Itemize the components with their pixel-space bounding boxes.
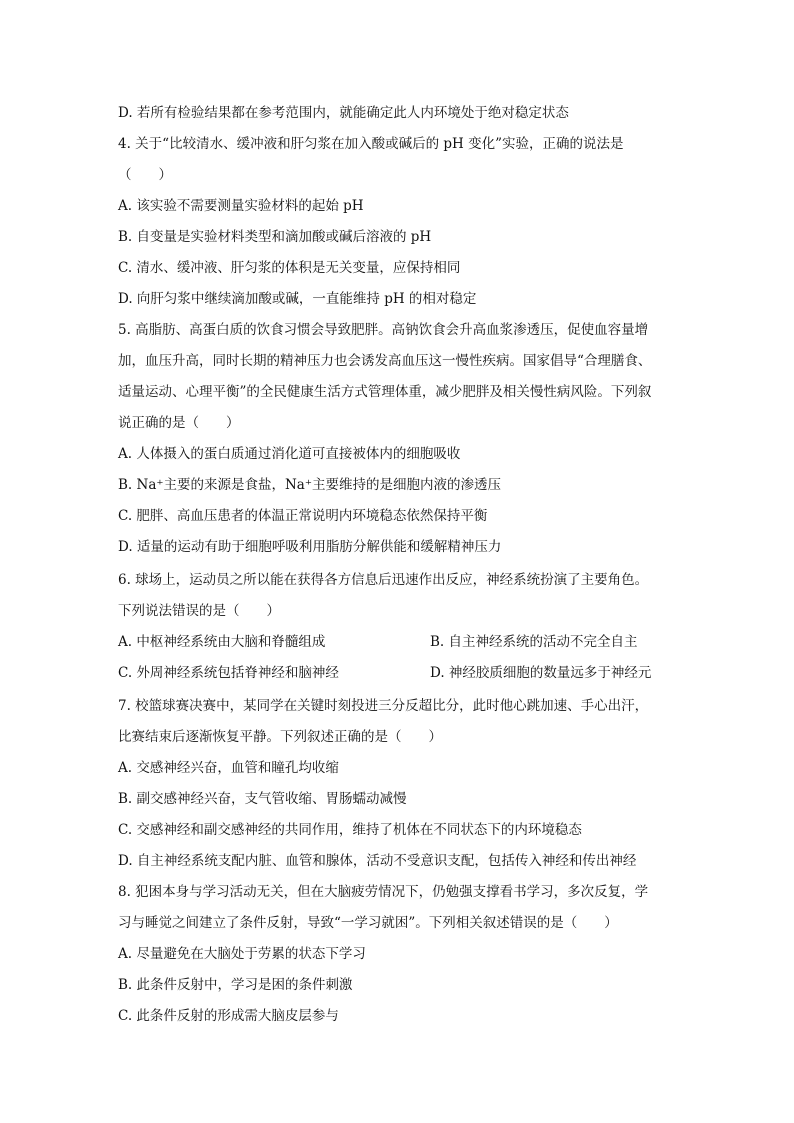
q5-stem-line4: 说正确的是（ ） bbox=[118, 415, 240, 431]
q4-option-c: C. 清水、缓冲液、肝匀浆的体积是无关变量，应保持相同 bbox=[118, 260, 461, 276]
q7-option-b: B. 副交感神经兴奋，支气管收缩、胃肠蠕动减慢 bbox=[118, 791, 407, 807]
q7-option-a: A. 交感神经兴奋，血管和瞳孔均收缩 bbox=[118, 760, 339, 776]
q5-stem-line2: 加，血压升高，同时长期的精神压力也会诱发高血压这一慢性疾病。国家倡导“合理膳食、 bbox=[118, 353, 652, 369]
q5-option-a: A. 人体摄入的蛋白质通过消化道可直接被体内的细胞吸收 bbox=[118, 446, 461, 462]
q7-stem-line1: 7. 校篮球赛决赛中，某同学在关键时刻投进三分反超比分，此时他心跳加速、手心出汗， bbox=[118, 698, 649, 714]
q4-answer-bracket: （ ） bbox=[118, 167, 172, 183]
q8-option-a: A. 尽量避免在大脑处于劳累的状态下学习 bbox=[118, 946, 366, 962]
q3-option-d: D. 若所有检验结果都在参考范围内，就能确定此人内环境处于绝对稳定状态 bbox=[118, 105, 569, 121]
q6-option-d: D. 神经胶质细胞的数量远多于神经元 bbox=[430, 665, 652, 681]
q6-stem-line2: 下列说法错误的是（ ） bbox=[118, 603, 280, 619]
q6-option-a: A. 中枢神经系统由大脑和脊髓组成 bbox=[118, 634, 326, 650]
q5-option-b: B. Na⁺主要的来源是食盐，Na⁺主要维持的是细胞内液的渗透压 bbox=[118, 477, 501, 493]
q8-stem-line1: 8. 犯困本身与学习活动无关，但在大脑疲劳情况下，仍勉强支撑看书学习，多次反复，学 bbox=[118, 884, 649, 900]
q4-option-a: A. 该实验不需要测量实验材料的起始 pH bbox=[118, 198, 364, 214]
q8-stem-line2: 习与睡觉之间建立了条件反射，导致“一学习就困”。下列相关叙述错误的是（ ） bbox=[118, 915, 618, 931]
q7-option-d: D. 自主神经系统支配内脏、血管和腺体，活动不受意识支配，包括传入神经和传出神经 bbox=[118, 853, 637, 869]
q4-option-b: B. 自变量是实验材料类型和滴加酸或碱后溶液的 pH bbox=[118, 229, 432, 245]
q5-stem-line1: 5. 高脂肪、高蛋白质的饮食习惯会导致肥胖。高钠饮食会升高血浆渗透压，促使血容量增 bbox=[118, 322, 649, 338]
q5-stem-line3: 适量运动、心理平衡”的全民健康生活方式管理体重，减少肥胖及相关慢性病风险。下列叙 bbox=[118, 384, 652, 400]
q6-stem-line1: 6. 球场上，运动员之所以能在获得各方信息后迅速作出反应，神经系统扮演了主要角色。 bbox=[118, 572, 649, 588]
q7-stem-line2: 比赛结束后逐渐恢复平静。下列叙述正确的是（ ） bbox=[118, 729, 442, 745]
q6-option-b: B. 自主神经系统的活动不完全自主 bbox=[430, 634, 638, 650]
q4-option-d: D. 向肝匀浆中继续滴加酸或碱，一直能维持 pH 的相对稳定 bbox=[118, 291, 477, 307]
q5-option-c: C. 肥胖、高血压患者的体温正常说明内环境稳态依然保持平衡 bbox=[118, 508, 488, 524]
q6-option-c: C. 外周神经系统包括脊神经和脑神经 bbox=[118, 665, 339, 681]
q4-stem: 4. 关于“比较清水、缓冲液和肝匀浆在加入酸或碱后的 pH 变化”实验，正确的说法是 bbox=[118, 136, 624, 152]
q7-option-c: C. 交感神经和副交感神经的共同作用，维持了机体在不同状态下的内环境稳态 bbox=[118, 822, 582, 838]
q8-option-c: C. 此条件反射的形成需大脑皮层参与 bbox=[118, 1008, 339, 1024]
q8-option-b: B. 此条件反射中，学习是困的条件刺激 bbox=[118, 977, 353, 993]
q5-option-d: D. 适量的运动有助于细胞呼吸利用脂肪分解供能和缓解精神压力 bbox=[118, 539, 502, 555]
